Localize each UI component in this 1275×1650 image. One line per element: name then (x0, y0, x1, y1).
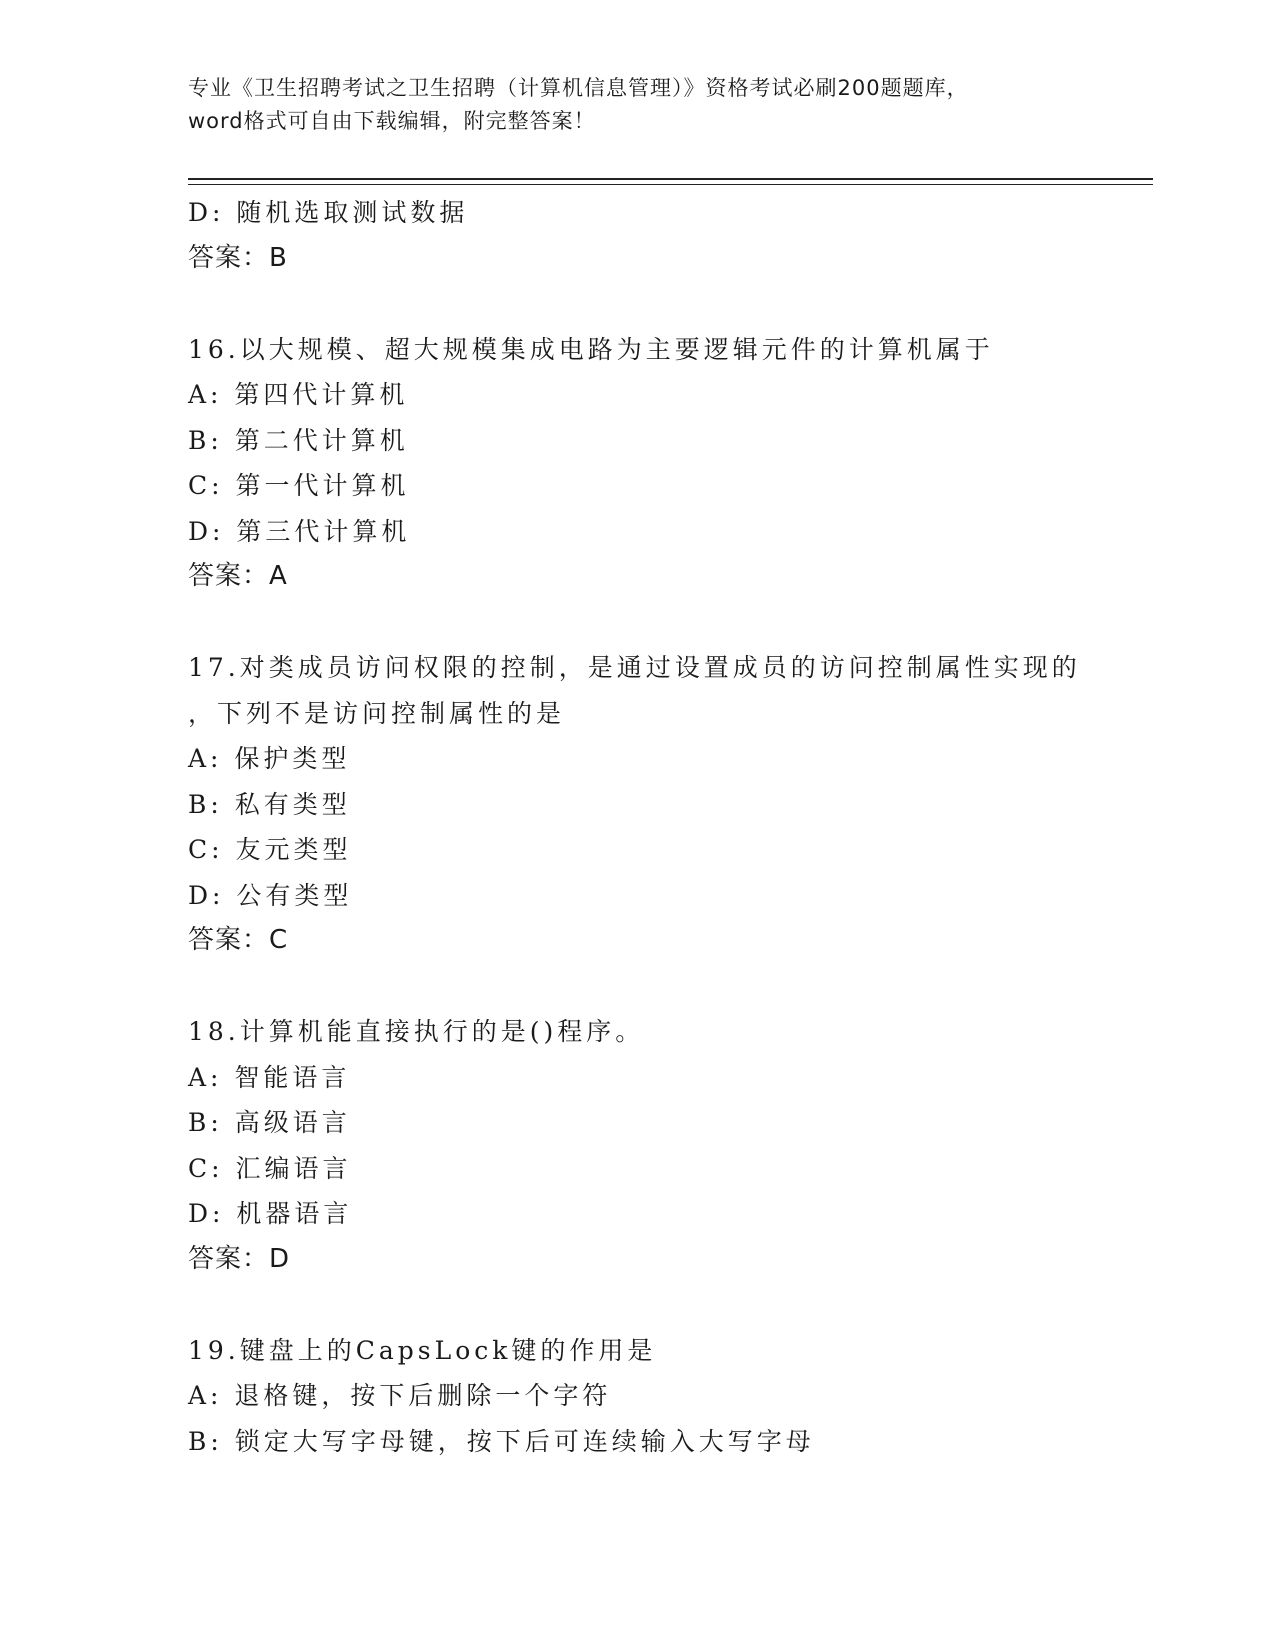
q18-option-c: C: 汇编语言 (188, 1153, 352, 1183)
header-line-1: 专业《卫生招聘考试之卫生招聘（计算机信息管理）》资格考试必刷200题题库， (188, 76, 969, 100)
header-rule-thin (188, 184, 1153, 185)
q19-option-b: B: 锁定大写字母键，按下后可连续输入大写字母 (188, 1426, 815, 1456)
q19-option-a: A: 退格键，按下后删除一个字符 (188, 1381, 612, 1410)
q17-option-c: C: 友元类型 (188, 835, 352, 864)
q16-option-d: D: 第三代计算机 (188, 516, 411, 546)
q18-answer: 答案：D (188, 1243, 291, 1274)
spacer (188, 1282, 1148, 1328)
q17-option-b: B: 私有类型 (188, 789, 351, 819)
q18-option-a: A: 智能语言 (188, 1062, 351, 1092)
q16-option-a: A: 第四代计算机 (188, 380, 409, 409)
spacer (188, 600, 1148, 646)
q17-answer: 答案：C (188, 925, 289, 955)
q18-stem: 18.计算机能直接执行的是()程序。 (188, 1017, 645, 1046)
q16-option-c: C: 第一代计算机 (188, 471, 410, 500)
q16-answer: 答案：A (188, 561, 288, 591)
question-list (188, 190, 1148, 1464)
document-header (188, 72, 1088, 138)
header-rule-thick (188, 178, 1153, 180)
q17-option-a: A: 保护类型 (188, 744, 351, 773)
q19-stem: 19.键盘上的CapsLock键的作用是 (188, 1335, 657, 1365)
q15-answer: 答案：B (188, 242, 288, 273)
q16-stem: 16.以大规模、超大规模集成电路为主要逻辑元件的计算机属于 (188, 334, 994, 364)
q16-option-b: B: 第二代计算机 (188, 425, 409, 455)
q15-option-d: D: 随机选取测试数据 (188, 198, 469, 227)
q18-option-d: D: 机器语言 (188, 1199, 353, 1228)
spacer (188, 964, 1148, 1010)
q18-option-b: B: 高级语言 (188, 1108, 351, 1137)
q17-option-d: D: 公有类型 (188, 880, 353, 910)
header-line-2: word格式可自由下载编辑，附完整答案！ (188, 109, 596, 133)
spacer (188, 281, 1148, 327)
q17-stem-line-1: 17.对类成员访问权限的控制，是通过设置成员的访问控制属性实现的 (188, 653, 1081, 682)
q17-stem-line-2: ，下列不是访问控制属性的是 (188, 698, 566, 728)
